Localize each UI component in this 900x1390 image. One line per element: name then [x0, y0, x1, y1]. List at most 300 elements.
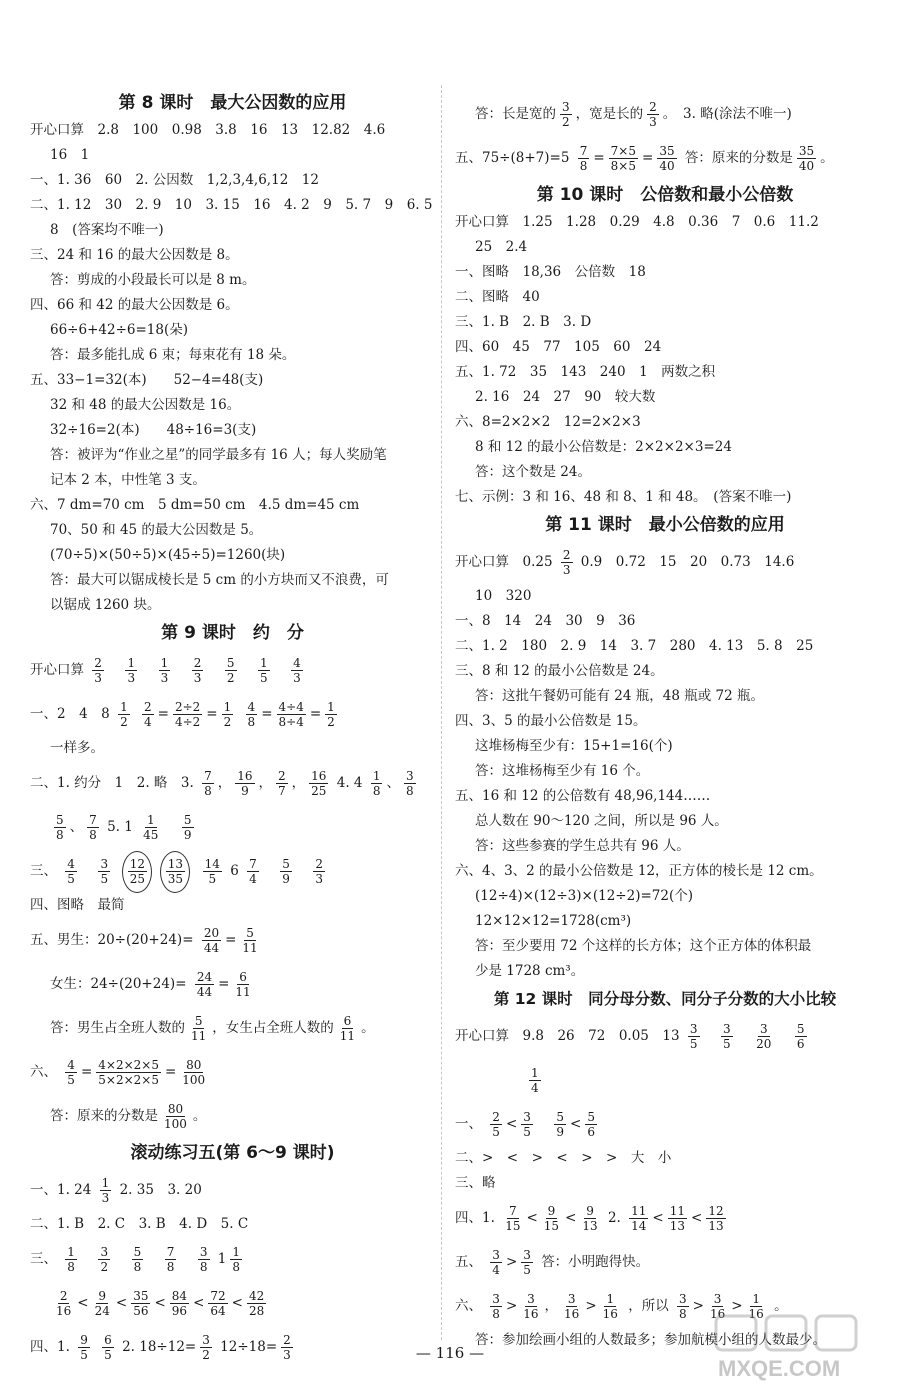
- operator: [296, 863, 310, 879]
- lesson-10-line: 一、图略 18,36 公倍数 18: [455, 264, 646, 280]
- numerator: 1: [531, 1066, 539, 1080]
- denominator: 11: [339, 1029, 356, 1043]
- operator: <: [193, 1295, 205, 1311]
- denominator: 16: [602, 1307, 618, 1321]
- fraction: [166, 857, 185, 886]
- continued-line: [455, 92, 875, 136]
- lesson-8-line: 32 和 48 的最大公因数是 16。: [50, 397, 241, 413]
- operator: =: [593, 150, 605, 166]
- operator: =: [642, 150, 654, 166]
- line-text: 。: [361, 1020, 375, 1036]
- numerator: 4÷4: [278, 700, 304, 714]
- denominator: 5: [104, 1348, 112, 1362]
- operator: =: [157, 706, 169, 722]
- fraction: [629, 1204, 648, 1233]
- numerator: 7: [204, 769, 212, 783]
- fraction-group: [243, 857, 329, 886]
- line-text: 答：原来的分数是: [684, 150, 793, 166]
- numerator: 35: [659, 144, 675, 158]
- numerator: 20: [203, 926, 220, 940]
- line-text: 二、1. 约分 1 2. 略 3.: [30, 775, 194, 791]
- fraction: [93, 1289, 112, 1318]
- denominator: 25: [129, 872, 146, 886]
- numerator: 5: [56, 813, 64, 827]
- operator: =: [309, 706, 322, 722]
- fraction-group: [574, 144, 681, 173]
- operator: =: [164, 1064, 177, 1080]
- lesson-12-line: [455, 1014, 875, 1058]
- fraction: [554, 1110, 566, 1139]
- fraction-comparison: [486, 1110, 601, 1139]
- fraction: [189, 1014, 208, 1043]
- numerator: 4: [67, 857, 75, 871]
- denominator: 5: [100, 872, 109, 886]
- denominator: 3: [127, 671, 136, 685]
- operator: [263, 863, 277, 879]
- denominator: 8: [405, 784, 414, 798]
- numerator: 5: [226, 656, 235, 670]
- fraction: [601, 1292, 620, 1321]
- denominator: 5: [689, 1037, 698, 1051]
- denominator: 8: [89, 828, 97, 842]
- lesson-9-line: [30, 918, 435, 962]
- denominator: 8: [67, 1260, 75, 1274]
- lesson-8-line: 二、1. 12 30 2. 9 10 3. 15 16 4. 2 9 5. 7 9 6. 5: [30, 197, 433, 213]
- line-text: 三、: [30, 863, 57, 879]
- lesson-8-line: 答：最多能扎成 6 束；每束花有 18 朵。: [50, 347, 296, 363]
- fraction: [162, 1102, 189, 1131]
- denominator: 8: [204, 784, 212, 798]
- denominator: 8: [199, 1260, 208, 1274]
- fraction: [141, 813, 160, 842]
- lesson-8-line: 记本 2 本，中性笔 3 支。: [50, 472, 206, 488]
- fraction: [609, 144, 638, 173]
- denominator: 25: [311, 784, 327, 798]
- fraction: [158, 1102, 193, 1131]
- fraction: [195, 970, 214, 999]
- line-text: 五、75÷(8+7)=5: [455, 150, 570, 166]
- review-5-line: 二、1. B 2. C 3. B 4. D 5. C: [30, 1216, 249, 1232]
- lesson-12-line: [455, 1240, 875, 1284]
- numerator: 72: [210, 1289, 226, 1303]
- fraction-group: [50, 813, 103, 842]
- denominator: 8÷4: [278, 715, 304, 729]
- fraction: [706, 1204, 725, 1233]
- fraction: [529, 1066, 541, 1095]
- lesson-8-line: 答：最大可以锯成棱长是 5 cm 的小方块而又不浪费，可: [50, 572, 389, 588]
- operator: ，: [258, 775, 273, 791]
- numerator: 9: [80, 1333, 88, 1347]
- operator: <: [570, 1116, 582, 1132]
- fraction: [230, 1245, 242, 1274]
- watermark-logo: [710, 1312, 885, 1384]
- denominator: 4: [492, 1263, 500, 1277]
- fraction: [578, 144, 590, 173]
- fraction-group: [137, 813, 197, 842]
- fraction: [521, 1292, 540, 1321]
- fraction: [54, 1289, 73, 1318]
- fraction: [309, 769, 328, 798]
- denominator: 56: [133, 1304, 149, 1318]
- fraction: [202, 769, 214, 798]
- denominator: 11: [191, 1029, 207, 1043]
- numerator: 1: [327, 700, 335, 714]
- numerator: 2: [193, 656, 202, 670]
- lesson-11-line: 答：这堆杨梅至少有 16 个。: [475, 763, 650, 779]
- fraction-group: [486, 1248, 537, 1277]
- numerator: 1: [120, 700, 128, 714]
- operator: =: [80, 1064, 93, 1080]
- denominator: 45: [143, 828, 159, 842]
- fraction: [557, 548, 577, 577]
- left-column: [30, 88, 435, 1369]
- fraction: [277, 700, 306, 729]
- fraction: [793, 144, 820, 173]
- lesson-11-line: 二、1. 2 180 2. 9 14 3. 7 280 4. 13 5. 8 25: [455, 638, 814, 654]
- operator: [737, 1028, 751, 1044]
- fraction: [258, 656, 270, 685]
- numerator: 80: [167, 1102, 184, 1116]
- review-5-line: [30, 1237, 435, 1281]
- fraction: [125, 656, 137, 685]
- numerator: 35: [798, 144, 815, 158]
- line-text: 6: [230, 863, 239, 879]
- line-text: 三、: [30, 1251, 57, 1267]
- lesson-10-heading: 第 10 课时 公倍数和最小公倍数: [536, 185, 794, 205]
- numerator: 3: [562, 100, 570, 114]
- lesson-8-line: (70÷5)×(50÷5)×(45÷5)=1260(块): [50, 547, 286, 563]
- fraction: [65, 1058, 77, 1087]
- lesson-8-heading: 第 8 课时 最大公因数的应用: [118, 93, 347, 113]
- denominator: 16: [564, 1307, 580, 1321]
- lesson-11-line: 答：这批午餐奶可能有 24 瓶，48 瓶或 72 瓶。: [475, 688, 764, 704]
- numerator: 12: [708, 1204, 724, 1218]
- denominator: 4: [144, 715, 152, 729]
- lesson-8-line: 三、24 和 16 的最大公因数是 8。: [30, 247, 239, 263]
- denominator: 5: [260, 671, 268, 685]
- operator: ，: [217, 775, 232, 791]
- lesson-11-line: 这堆杨梅至少有：15+1=16(个): [475, 738, 673, 754]
- fraction: [585, 1110, 597, 1139]
- lesson-10-line: 开心口算 1.25 1.28 0.29 4.8 0.36 7 0.6 11.2: [455, 214, 819, 230]
- numerator: 84: [171, 1289, 188, 1303]
- fraction: [754, 1022, 773, 1051]
- lesson-11-heading: 第 11 课时 最小公倍数的应用: [545, 515, 785, 535]
- denominator: 20: [756, 1037, 772, 1051]
- denominator: 8: [579, 159, 588, 173]
- operator: [114, 1251, 128, 1267]
- lesson-9-line: [30, 1006, 435, 1050]
- line-text: 。: [774, 1298, 788, 1314]
- denominator: 5: [523, 1125, 531, 1139]
- fraction-group: [199, 857, 226, 886]
- fraction: [325, 700, 337, 729]
- lesson-9-heading: 第 9 课时 约 分: [161, 623, 304, 643]
- numerator: 3: [492, 1248, 500, 1262]
- lesson-9-line: [30, 962, 435, 1006]
- lesson-9-line: 四、图略 最简: [30, 897, 125, 913]
- denominator: 8: [56, 828, 64, 842]
- line-text: 答：原来的分数是: [50, 1108, 158, 1124]
- operator: >: [505, 1298, 518, 1314]
- fraction: [280, 857, 292, 886]
- line-text: 2. 35 3. 20: [119, 1182, 202, 1198]
- denominator: 15: [543, 1219, 560, 1233]
- numerator: 11: [669, 1204, 686, 1218]
- denominator: 5: [723, 1037, 731, 1051]
- numerator: 6: [343, 1014, 352, 1028]
- denominator: 3: [562, 563, 571, 577]
- denominator: 5×2×2×5: [98, 1073, 159, 1087]
- fraction: [291, 656, 303, 685]
- line-text: ，女生占全班人数的: [212, 1020, 334, 1036]
- line-text: 女生：24÷(20+24)=: [50, 976, 187, 992]
- lesson-8-line: 16 1: [50, 147, 90, 163]
- denominator: 35: [167, 872, 184, 886]
- denominator: 8: [372, 784, 381, 798]
- numerator: 3: [405, 769, 414, 783]
- denominator: 4: [249, 872, 257, 886]
- lesson-8-line: 四、66 和 42 的最大公因数是 6。: [30, 297, 239, 313]
- fraction-group: [61, 857, 114, 886]
- fraction: [92, 656, 104, 685]
- numerator: 7: [509, 1204, 517, 1218]
- lesson-11-line: 10 320: [475, 588, 532, 604]
- fraction: [542, 1204, 561, 1233]
- operator: [207, 662, 221, 678]
- fraction-group: [191, 970, 257, 999]
- line-text: 一、1. 24: [30, 1182, 92, 1198]
- denominator: 16: [709, 1307, 726, 1321]
- denominator: 13: [669, 1219, 686, 1233]
- lesson-8-line: 一、1. 36 60 2. 公因数 1,2,3,4,6,12 12: [30, 172, 319, 188]
- denominator: 2: [226, 671, 235, 685]
- fraction: [180, 1058, 207, 1087]
- fraction: [490, 1248, 502, 1277]
- operator: =: [261, 706, 273, 722]
- line-text: 五、: [455, 1254, 482, 1270]
- operator: <: [565, 1210, 577, 1226]
- numerator: 14: [204, 857, 220, 871]
- fraction: [246, 700, 258, 729]
- fraction: [185, 1014, 212, 1043]
- denominator: 8: [133, 1260, 142, 1274]
- lesson-11-line: 一、8 14 24 30 9 36: [455, 613, 636, 629]
- numerator: 11: [631, 1204, 647, 1218]
- line-text: 一、2 4 8: [30, 706, 110, 722]
- numerator: 1: [372, 769, 381, 783]
- operator: <: [231, 1295, 243, 1311]
- circle-mark: [160, 851, 190, 893]
- numerator: 5: [183, 813, 192, 827]
- numerator: 1: [101, 1176, 110, 1190]
- denominator: 3: [649, 115, 657, 129]
- numerator: 4×2×2×5: [98, 1058, 159, 1072]
- numerator: 7×5: [610, 144, 636, 158]
- fraction: [233, 970, 252, 999]
- operator: >: [692, 1298, 704, 1314]
- lesson-10-line: 答：这个数是 24。: [475, 464, 591, 480]
- denominator: 3: [193, 671, 202, 685]
- fraction: [404, 769, 416, 798]
- denominator: 4÷2: [174, 715, 201, 729]
- numerator: 5: [282, 857, 290, 871]
- operator: [537, 1116, 551, 1132]
- operator: [180, 1251, 194, 1267]
- numerator: 24: [196, 970, 213, 984]
- lesson-10-line: 25 2.4: [475, 239, 528, 255]
- lesson-8-line: 五、33−1=32(本) 52−4=48(支): [30, 372, 264, 388]
- numerator: 2: [94, 656, 102, 670]
- lesson-11-line: 五、16 和 12 的公倍数有 48,96,144……: [455, 788, 711, 804]
- operator: <: [526, 1210, 538, 1226]
- numerator: 5: [587, 1110, 595, 1124]
- lesson-11-line: 总人数在 90～120 之间，所以是 96 人。: [475, 813, 728, 829]
- fraction: [131, 1289, 150, 1318]
- line-text: 5. 1: [107, 819, 133, 835]
- numerator: 3: [492, 1292, 500, 1306]
- denominator: 5: [67, 872, 75, 886]
- fraction: [159, 656, 171, 685]
- numerator: 16: [311, 769, 327, 783]
- numerator: 3: [527, 1292, 535, 1306]
- numerator: 2: [562, 548, 571, 562]
- line-text: 答：男生占全班人数的: [50, 1020, 185, 1036]
- operator: =: [225, 932, 237, 948]
- operator: <: [505, 1116, 518, 1132]
- numerator: 9: [98, 1289, 107, 1303]
- fraction: [182, 813, 194, 842]
- denominator: 28: [248, 1304, 265, 1318]
- fraction: [96, 1176, 116, 1205]
- numerator: 3: [689, 1022, 698, 1036]
- operator: =: [218, 976, 230, 992]
- denominator: 64: [210, 1304, 226, 1318]
- denominator: 8: [492, 1307, 500, 1321]
- fraction: [202, 926, 221, 955]
- lesson-10-line: 8 和 12 的最小公倍数是：2×2×2×3=24: [475, 439, 732, 455]
- fraction: [721, 1022, 733, 1051]
- denominator: 5: [208, 872, 217, 886]
- operator: ，: [291, 775, 306, 791]
- fraction: [521, 1248, 533, 1277]
- lesson-11-line: 12×12×12=1728(cm³): [475, 913, 632, 929]
- fraction-group: [198, 769, 332, 798]
- lesson-8-line: 70、50 和 45 的最大公因数是 5。: [50, 522, 263, 538]
- lesson-9-line: 一样多。: [50, 740, 104, 756]
- numerator: 1: [223, 700, 232, 714]
- fraction-group: [684, 1022, 811, 1051]
- fraction: [87, 813, 99, 842]
- lesson-8-line: 32÷16=2(本) 48÷16=3(支): [50, 422, 257, 438]
- line-text: 。: [192, 1108, 207, 1124]
- right-column: [455, 92, 875, 1353]
- denominator: 13: [582, 1219, 598, 1233]
- denominator: 3: [293, 671, 301, 685]
- fraction: [562, 1292, 581, 1321]
- lesson-11-line: (12÷4)×(12÷3)×(12÷2)=72(个): [475, 888, 693, 904]
- operator: <: [77, 1295, 89, 1311]
- fraction: [98, 1245, 110, 1274]
- numerator: 80: [186, 1058, 202, 1072]
- numerator: 9: [586, 1204, 594, 1218]
- lesson-9-line: [30, 1050, 435, 1094]
- fraction: [334, 1014, 361, 1043]
- operator: [108, 662, 122, 678]
- numerator: 5: [796, 1022, 805, 1036]
- lesson-8-line: 答：被评为“作业之星”的同学最多有 16 人；每人奖励笔: [50, 447, 387, 463]
- numerator: 1: [160, 656, 169, 670]
- lesson-11-line: 三、8 和 12 的最小公倍数是 24。: [455, 663, 664, 679]
- line-text: 0.9 0.72 15 20 0.73 14.6: [580, 554, 795, 570]
- numerator: 2÷2: [174, 700, 201, 714]
- denominator: 15: [505, 1219, 521, 1233]
- numerator: 2: [315, 857, 324, 871]
- denominator: 100: [164, 1117, 187, 1131]
- denominator: 40: [798, 159, 815, 173]
- numerator: 5: [133, 1245, 142, 1259]
- operator: [274, 662, 288, 678]
- fraction-group: [88, 656, 306, 685]
- fraction: [54, 813, 66, 842]
- operator: <: [154, 1295, 166, 1311]
- continued-line: [455, 136, 875, 180]
- line-text: 12÷18=: [220, 1339, 278, 1355]
- numerator: 3: [713, 1292, 722, 1306]
- operator: [81, 863, 95, 879]
- line-text: 五、男生：20÷(20+24)=: [30, 932, 194, 948]
- denominator: 14: [631, 1219, 647, 1233]
- numerator: 4: [247, 700, 256, 714]
- denominator: 100: [182, 1073, 206, 1087]
- denominator: 9: [556, 1125, 565, 1139]
- line-text: 2.: [607, 1210, 621, 1226]
- numerator: 13: [167, 857, 184, 871]
- denominator: 3: [283, 1348, 291, 1362]
- fraction: [222, 700, 234, 729]
- fraction-comparison: [486, 1292, 624, 1321]
- numerator: 3: [100, 1245, 109, 1259]
- operator: ，: [544, 1298, 559, 1314]
- fraction: [235, 769, 254, 798]
- lesson-12-line: [455, 1058, 875, 1102]
- operator: [241, 662, 255, 678]
- fraction: [65, 857, 77, 886]
- denominator: 44: [203, 941, 220, 955]
- numerator: 3: [759, 1022, 768, 1036]
- denominator: 5: [67, 1073, 75, 1087]
- line-text: 开心口算 9.8 26 72 0.05 13: [455, 1028, 680, 1044]
- denominator: 16: [56, 1304, 72, 1318]
- fraction: [647, 100, 659, 129]
- lesson-9-line: [30, 692, 435, 736]
- fraction: [688, 1022, 700, 1051]
- fraction: [503, 1204, 522, 1233]
- review-5-line: [30, 1281, 435, 1325]
- denominator: 44: [196, 985, 213, 999]
- numerator: 1: [127, 656, 136, 670]
- fraction: [118, 700, 130, 729]
- fraction: [247, 857, 259, 886]
- fraction-equation: [138, 700, 237, 729]
- denominator: 9: [241, 784, 249, 798]
- numerator: 3: [100, 857, 109, 871]
- fraction: [240, 926, 259, 955]
- fraction: [173, 700, 202, 729]
- denominator: 40: [659, 159, 675, 173]
- operator: 、: [386, 775, 400, 791]
- numerator: 1: [752, 1292, 760, 1306]
